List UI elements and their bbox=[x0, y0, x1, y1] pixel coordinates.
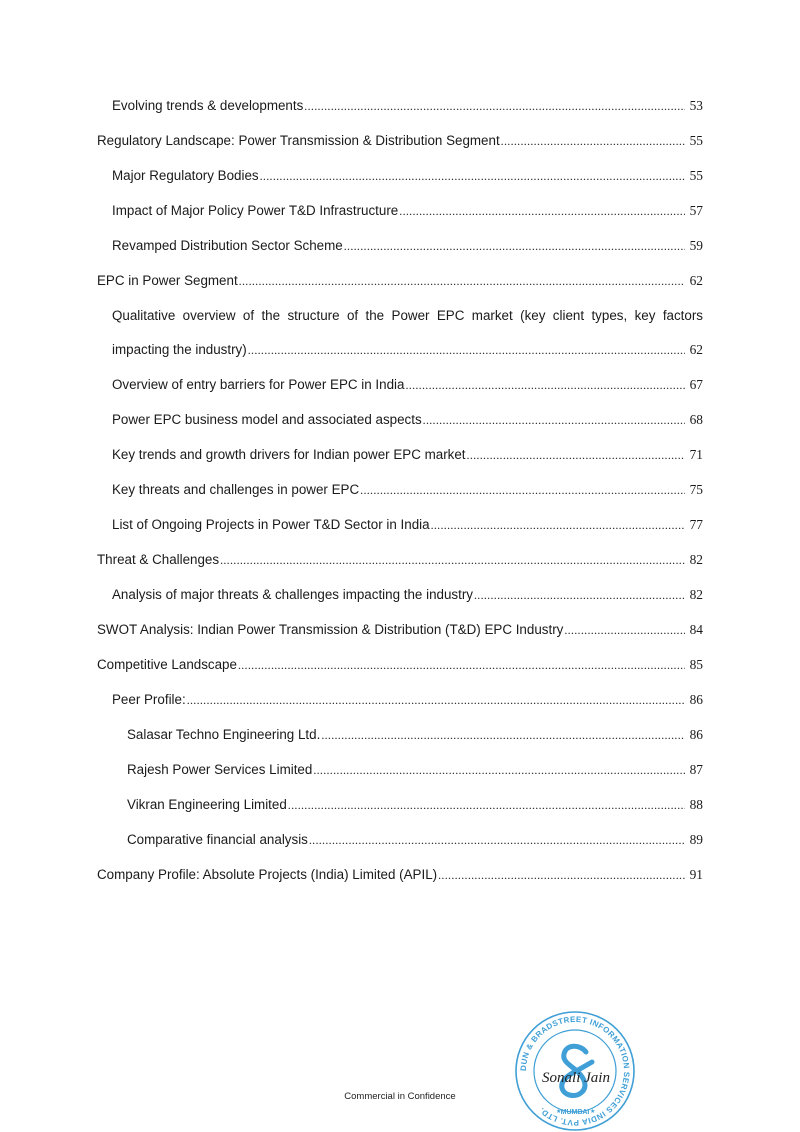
toc-entry-page: 59 bbox=[689, 238, 703, 253]
toc-entry[interactable] bbox=[97, 132, 703, 150]
toc-entry-page: 88 bbox=[689, 797, 703, 812]
toc-entry[interactable] bbox=[97, 446, 703, 464]
toc-entry-title: EPC in Power Segment bbox=[97, 273, 238, 288]
toc-entry-page: 71 bbox=[689, 447, 703, 462]
toc-entry-title: Competitive Landscape bbox=[97, 657, 237, 672]
toc-leader-dots bbox=[238, 657, 685, 674]
seal-city: MUMBAI bbox=[560, 1109, 590, 1116]
toc-entry[interactable] bbox=[97, 481, 703, 499]
toc-entry[interactable] bbox=[97, 97, 703, 115]
toc-entry-page: 89 bbox=[689, 832, 703, 847]
seal-ring-text: DUN & BRADSTREET INFORMATION SERVICES INDIA PVT. LTD. bbox=[518, 1014, 632, 1128]
toc-entry[interactable] bbox=[97, 761, 703, 779]
toc-leader-dots bbox=[501, 133, 685, 150]
toc-entry[interactable] bbox=[97, 656, 703, 674]
toc-leader-dots bbox=[438, 867, 685, 884]
toc-entry-title: Regulatory Landscape: Power Transmission & Distribution Segment bbox=[97, 133, 500, 148]
toc-entry-title: Salasar Techno Engineering Ltd. bbox=[127, 727, 321, 742]
toc-entry-title: Evolving trends & developments bbox=[112, 98, 304, 113]
toc-leader-dots bbox=[405, 377, 685, 394]
toc-entry-page: 77 bbox=[689, 517, 703, 532]
toc-entry-page: 82 bbox=[689, 587, 703, 602]
toc-entry-page: 85 bbox=[689, 657, 703, 672]
toc-entry-title: Key threats and challenges in power EPC bbox=[112, 482, 360, 497]
toc-entry-title: Vikran Engineering Limited bbox=[127, 797, 287, 812]
toc-entry[interactable] bbox=[97, 167, 703, 185]
toc-entry-title: Major Regulatory Bodies bbox=[112, 168, 259, 183]
toc-leader-dots bbox=[431, 517, 685, 534]
toc-leader-dots bbox=[321, 727, 685, 744]
toc-entry[interactable] bbox=[97, 831, 703, 849]
toc-entry-page: 82 bbox=[689, 552, 703, 567]
toc-leader-dots bbox=[309, 832, 685, 849]
toc-leader-dots bbox=[467, 447, 685, 464]
toc-entry-title: Revamped Distribution Sector Scheme bbox=[112, 238, 343, 253]
toc-entry[interactable] bbox=[97, 237, 703, 255]
toc-leader-dots bbox=[248, 342, 685, 359]
toc-entry-page: 62 bbox=[689, 273, 703, 288]
toc-entry-title: Key trends and growth drivers for Indian power EPC market bbox=[112, 447, 466, 462]
page-footer: Commercial in Confidence bbox=[344, 1091, 456, 1102]
toc-entry-page: 91 bbox=[689, 867, 703, 882]
toc-entry[interactable] bbox=[97, 586, 703, 604]
seal-signature: Sonali Jain bbox=[542, 1070, 610, 1086]
toc-entry[interactable] bbox=[97, 551, 703, 569]
toc-entry-title: List of Ongoing Projects in Power T&D Sector in India bbox=[112, 517, 430, 532]
toc-entry[interactable] bbox=[97, 202, 703, 220]
toc-leader-dots bbox=[360, 482, 685, 499]
toc-entry[interactable] bbox=[97, 796, 703, 814]
toc-entry-page: 55 bbox=[689, 168, 703, 183]
toc-entry-title: Impact of Major Policy Power T&D Infrastructure bbox=[112, 203, 399, 218]
toc-entry[interactable] bbox=[97, 272, 703, 290]
toc-entry[interactable] bbox=[97, 621, 703, 639]
toc-entry[interactable] bbox=[97, 307, 703, 359]
company-seal-stamp bbox=[514, 1010, 636, 1132]
toc-leader-dots bbox=[344, 238, 685, 255]
toc-entry-page: 62 bbox=[689, 342, 703, 357]
toc-entry-title-line2: impacting the industry) bbox=[112, 342, 247, 357]
toc-entry-page: 68 bbox=[689, 412, 703, 427]
table-of-contents bbox=[97, 88, 703, 884]
toc-entry[interactable] bbox=[97, 726, 703, 744]
toc-entry-title: SWOT Analysis: Indian Power Transmission & Distribution (T&D) EPC Industry bbox=[97, 622, 564, 637]
toc-entry-title: Company Profile: Absolute Projects (India) Limited (APIL) bbox=[97, 867, 438, 882]
toc-entry-page: 53 bbox=[689, 98, 703, 113]
toc-leader-dots bbox=[564, 622, 685, 639]
toc-entry-page: 75 bbox=[689, 482, 703, 497]
toc-entry-page: 86 bbox=[689, 692, 703, 707]
toc-leader-dots bbox=[187, 692, 685, 709]
toc-entry[interactable] bbox=[97, 691, 703, 709]
toc-entry-page: 86 bbox=[689, 727, 703, 742]
seal-star-icon: ★ bbox=[590, 1109, 596, 1115]
toc-entry-title: Power EPC business model and associated aspects bbox=[112, 412, 422, 427]
toc-entry-page: 67 bbox=[689, 377, 703, 392]
toc-entry-page: 84 bbox=[689, 622, 703, 637]
toc-leader-dots bbox=[474, 587, 685, 604]
toc-leader-dots bbox=[288, 797, 685, 814]
seal-star-icon: ★ bbox=[556, 1109, 562, 1115]
toc-leader-dots bbox=[260, 168, 685, 185]
toc-leader-dots bbox=[399, 203, 685, 220]
toc-entry-title: Peer Profile: bbox=[112, 692, 186, 707]
toc-entry[interactable] bbox=[97, 516, 703, 534]
toc-entry-title: Overview of entry barriers for Power EPC in India bbox=[112, 377, 405, 392]
toc-entry-page: 55 bbox=[689, 133, 703, 148]
toc-leader-dots bbox=[304, 98, 685, 115]
toc-entry[interactable] bbox=[97, 411, 703, 429]
toc-entry[interactable] bbox=[97, 376, 703, 394]
toc-leader-dots bbox=[423, 412, 685, 429]
toc-entry-page: 57 bbox=[689, 203, 703, 218]
toc-entry[interactable] bbox=[97, 866, 703, 884]
toc-leader-dots bbox=[220, 552, 685, 569]
toc-leader-dots bbox=[239, 273, 685, 290]
toc-entry-title-line1: Qualitative overview of the structure of the Power EPC market (key client types, key factors bbox=[112, 308, 703, 323]
toc-leader-dots bbox=[313, 762, 685, 779]
toc-entry-title: Analysis of major threats & challenges impacting the industry bbox=[112, 587, 473, 602]
toc-entry-title: Comparative financial analysis bbox=[127, 832, 308, 847]
toc-entry-title: Threat & Challenges bbox=[97, 552, 220, 567]
toc-entry-title: Rajesh Power Services Limited bbox=[127, 762, 313, 777]
toc-entry-page: 87 bbox=[689, 762, 703, 777]
